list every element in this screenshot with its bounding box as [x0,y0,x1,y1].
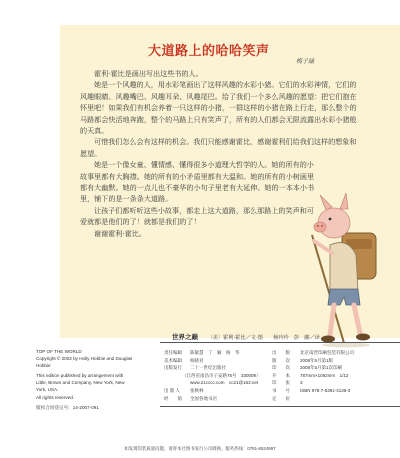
copyright-line: This edition published by arrangement with [36,373,124,379]
detail-row: 出版发行 二十一世纪出版社 印 次 2008年5月第1次印刷 [164,365,343,371]
copyright-line: TOP OF THE WORLD [36,349,82,354]
credit-line: 〔美〕霍利·霍比／文·图 杨玲玲 彭 懿／译 [207,335,320,341]
paragraph: 谢谢霍利·霍比。 [94,228,146,238]
article-author: 梅子涵 [296,58,315,65]
divider-top [160,342,400,343]
copyright-line: All rights reserved. [36,394,75,400]
copyright-line: Hobbie [36,363,51,369]
paragraph: 霍利·霍比是画出写出这些书的人。 [94,69,203,78]
detail-row: 经 销 全国各地书店 定 价 [164,395,290,401]
publication-details [160,350,400,403]
divider-bottom [160,406,400,407]
detail-row: （江西省南昌市子安路75号 330009） 开 本 787mm×1092mm 1/12 [182,372,349,378]
pig-hiker-illustration [300,175,396,351]
paragraph: 她是一个风趣的人，用水彩笔画出了这样风趣的水彩小猪。它们的水彩神情，它们的风趣眼睛、风趣嘴巴、风趣耳朵、风趣尾巴。给了我们一个多么风趣的愿望：把它们抱在怀里吧！如果我们有机会养着一只这样的小猪，一群这样的小猪在路上行走，那么整个的马路都会快活地奔跑，整个的马路上只有笑声了，所有的人们都会无限流露出水彩小猪般的天真。 [80,80,357,136]
detail-row: www.21cccc.com cc21@163.net 印 张 3 [190,380,303,386]
paragraph: 让孩子们都听听这些小故事，都走上这大道路，那么那路上的笑声和可爱就都是他们的了！就都是我们的了！ [80,205,314,227]
detail-row: 责任编辑 陈敏慧 丁 颖 杨 华 出 版 北京南营印刷包装有限公司 [164,350,354,355]
paragraph: 她是一个像女童、懂情感、懂得很多小道理大哲学的人。她的所有的小故事里都有大胸襟。她的所有的小矛盾里都有大温和。她的所有的小树画里都有大幽默。她的一点儿也不豪华的小句子里老有大延伸。她的一本本小书里，铺下的是一条条大道路。 [80,160,315,204]
colophon-title-row [172,332,400,341]
pig-ear-right [340,193,348,209]
pig-leg-right [354,305,360,333]
pig-leg-left [330,305,334,335]
pig-ear-left [320,195,332,210]
copyright-line: Copyright © 2002 by Holly Hobbie and Douglas [36,356,133,362]
copyright-block [36,348,158,411]
copyright-line: Little, Brown and Company, New York, New [36,380,125,386]
copyright-line: York, USA. [36,387,59,393]
pig-eye [329,218,332,221]
copyright-line: 版权合同登记号：14-2007-091 [36,404,99,410]
detail-row: 美术编辑 杨晓君 版 次 2008年5月第1版 [164,357,334,363]
pig-snout [314,222,326,232]
pig-shirt [330,243,358,294]
detail-row: 出 版 人 张秋林 书 号 ISBN 978-7-5391-4136-3 [164,387,351,393]
footer-notice: 如发现印装质量问题，请寄本社图书发行公司调换。服务热线：0791-6524997 [124,446,276,451]
article-title: 大道路上的哈哈笑声 [148,44,270,59]
book-title: 世界之巅 [172,334,198,341]
paragraph: 可惜我们怎么会有这样的机会。我们只能感谢霍比，感谢霍利们给我们这样的想象和愿望。 [80,137,357,158]
pig-shorts [328,289,360,305]
